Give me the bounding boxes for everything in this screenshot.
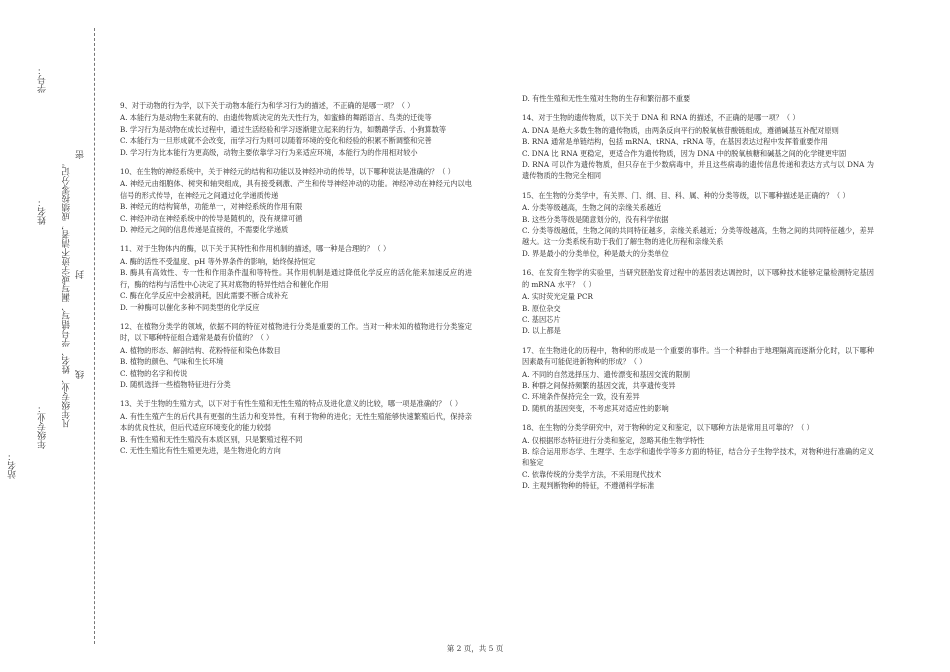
question-stem: 12、在植物分类学的领域，依据不同的特征对植物进行分类是重要的工作。当对一种未知的植物进行分类鉴定时，以下哪种特征组合通常是最有价值的？（ ） [120, 321, 472, 343]
option-b: B. 学习行为是动物在成长过程中，通过生活经验和学习逐渐建立起来的行为，如鹦鹉学舌、小狗算数等 [120, 124, 447, 134]
option-d: D. 神经元之间的信息传递是直接的，不需要化学递质 [120, 225, 289, 235]
option-d: D. 随机选择一些植物特征进行分类 [120, 379, 231, 389]
option-d: D. 主观判断物种的特征，不遵循科学标准 [522, 481, 655, 491]
question-stem: 11、对于生物体内的酶，以下关于其特性和作用机制的描述，哪一种是合理的？（ ） [120, 244, 391, 254]
seal-word-2: 封 [76, 270, 86, 279]
option-d: D. 以上都是 [522, 326, 561, 336]
option-a: A. 本能行为是动物生来就有的、由遗传物质决定的先天性行为，如蜜蜂的舞蹈语言、鸟类的迁徙等 [120, 113, 432, 123]
option-b: B. 这些分类等级是随意划分的，没有科学依据 [522, 214, 669, 224]
option-c: C. 环境条件保持完全一致，没有差异 [522, 392, 640, 402]
option-a: A. 不同的自然选择压力、遗传漂变和基因交流的限制 [522, 369, 690, 379]
seal-word-1: 密 [76, 150, 86, 159]
option-a: A. 实时荧光定量 PCR [522, 292, 593, 302]
option-a: A. 分类等级越高，生物之间的亲缘关系越近 [522, 203, 662, 213]
option-b: B. 综合运用形态学、生理学、生态学和遗传学等多方面的特征，结合分子生物学技术，对物种进行准确的定义和鉴定 [522, 446, 874, 468]
question-stem: 16、在发育生物学的实验里，当研究胚胎发育过程中的基因表达调控时，以下哪种技术能够定量检测特定基因的 mRNA 水平？（ ） [522, 268, 874, 289]
question-13 [120, 398, 472, 456]
option-c: C. 分类等级越低，生物之间的共同特征越多，亲缘关系越近；分类等级越高，生物之间的共同特征越少，差异越大。这一分类系统有助于我们了解生物的进化历程和亲缘关系 [522, 226, 874, 247]
option-d: D. 有性生殖和无性生殖对生物的生存和繁衍都不重要 [522, 94, 691, 103]
option-a: A. 植物的形态、解剖结构、花粉特征和染色体数目 [120, 345, 281, 355]
question-13-continued [522, 93, 874, 104]
notice-text: 凡年级专业、姓名、学号错写、漏写或字迹不清者，成绩按零分记。 [62, 158, 72, 428]
question-stem: 18、在生物的分类学研究中，对于物种的定义和鉴定，以下哪种方法是常用且可靠的？（ ） [522, 423, 814, 433]
option-b: B. RNA 通常是单链结构，包括 mRNA、tRNA、rRNA 等，在基因表达过程中发挥着重要作用 [522, 137, 828, 147]
option-d: D. 一种酶可以催化多种不同类型的化学反应 [120, 302, 260, 312]
question-11 [120, 243, 472, 312]
binding-margin [0, 0, 110, 672]
option-a: A. DNA 是绝大多数生物的遗传物质，由两条反向平行的脱氧核苷酸链组成，遵循碱基互补配对原则 [522, 125, 839, 135]
option-d: D. 界是最小的分类单位，种是最大的分类单位 [522, 248, 669, 258]
question-stem: 17、在生物进化的历程中，物种的形成是一个重要的事件。当一个种群由于地理隔离而逐渐分化时，以下哪种因素最有可能促进新物种的形成？（ ） [522, 345, 874, 367]
right-column [522, 93, 874, 500]
question-9 [120, 100, 472, 158]
page-number: 第 2 页，共 5 页 [446, 644, 504, 653]
option-c: C. DNA 比 RNA 更稳定，更适合作为遗传物质，因为 DNA 中的脱氧核糖和碱基之间的化学键更牢固 [522, 148, 847, 158]
option-b: B. 酶具有高效性、专一性和作用条件温和等特性。其作用机制是通过降低化学反应的活化能来加速反应的进行，酶的结构与活性中心决定了其对底物的特异性结合和催化作用 [120, 268, 472, 289]
option-b: B. 植物的颜色、气味和生长环境 [120, 357, 224, 367]
option-d: D. 随机的基因突变，不考虑其对适应性的影响 [522, 403, 669, 413]
option-b: B. 神经元的结构简单，功能单一，对神经系统的作用有限 [120, 202, 303, 212]
left-column [120, 100, 472, 464]
option-b: B. 原位杂交 [522, 303, 561, 313]
name-label: 姓名： [38, 198, 48, 225]
question-stem: 9、对于动物的行为学，以下关于动物本能行为和学习行为的描述，不正确的是哪一项？（ ） [120, 101, 415, 110]
question-16 [522, 267, 874, 336]
question-15 [522, 190, 874, 259]
seal-word-3: 线 [76, 370, 86, 379]
option-a: A. 有性生殖产生的后代具有更强的生活力和变异性，有利于物种的进化；无性生殖能够快速繁殖后代，保持亲本的优良性状，但后代适应环境变化的能力较弱 [120, 411, 472, 433]
option-b: B. 有性生殖和无性生殖没有本质区别，只是繁殖过程不同 [120, 434, 303, 444]
question-stem: 14、对于生物的遗传物质，以下关于 DNA 和 RNA 的描述，不正确的是哪一项？（ ） [522, 113, 800, 123]
option-c: C. 基因芯片 [522, 314, 561, 324]
option-b: B. 种群之间保持频繁的基因交流，共享遗传变异 [522, 380, 676, 390]
option-c: C. 依靠传统的分类学方法，不采用现代技术 [522, 469, 662, 479]
option-d: D. 学习行为比本能行为更高级，动物主要依靠学习行为来适应环境，本能行为的作用相对较小 [120, 147, 418, 157]
option-a: A. 神经元由细胞体、树突和轴突组成，具有接受刺激、产生和传导神经冲动的功能。神经冲动在神经元内以电信号的形式传导，在神经元之间通过化学递质传递 [120, 179, 472, 200]
question-17 [522, 345, 874, 414]
option-c: C. 神经冲动在神经系统中的传导是随机的，没有规律可循 [120, 213, 303, 223]
question-stem: 10、在生物的神经系统中，关于神经元的结构和功能以及神经冲动的传导，以下哪种说法是准确的？（ ） [120, 167, 455, 177]
option-c: C. 本能行为一旦形成就不会改变，而学习行为则可以随着环境的变化和经验的积累不断调整和完善 [120, 136, 432, 146]
seal-dashed-line [94, 28, 95, 644]
option-c: C. 酶在化学反应中会被消耗，因此需要不断合成补充 [120, 291, 288, 301]
question-14 [522, 112, 874, 181]
question-10 [120, 166, 472, 235]
option-a: A. 酶的活性不受温度、pH 等外界条件的影响，始终保持恒定 [120, 256, 316, 266]
option-a: A. 仅根据形态特征进行分类和鉴定，忽略其他生物学特性 [522, 435, 705, 445]
option-c: C. 无性生殖比有性生殖更先进，是生物进化的方向 [120, 445, 281, 455]
site-label: 站名： [8, 452, 18, 479]
question-stem: 13、关于生物的生殖方式，以下对于有性生殖和无性生殖的特点及进化意义的比较，哪一项是准确的？（ ） [120, 399, 463, 409]
major-label: 年级专业： [38, 404, 48, 449]
option-c: C. 植物的名字和传说 [120, 368, 188, 378]
option-d: D. RNA 可以作为遗传物质，但只存在于少数病毒中，并且这些病毒的遗传信息传递和表达方式与以 DNA 为遗传物质的生物完全相同 [522, 160, 874, 181]
question-stem: 15、在生物的分类学中，有关界、门、纲、目、科、属、种的分类等级，以下哪种描述是正确的？（ ） [522, 190, 850, 200]
question-12 [120, 321, 472, 390]
id-label: 学号： [38, 66, 48, 93]
question-18 [522, 422, 874, 491]
